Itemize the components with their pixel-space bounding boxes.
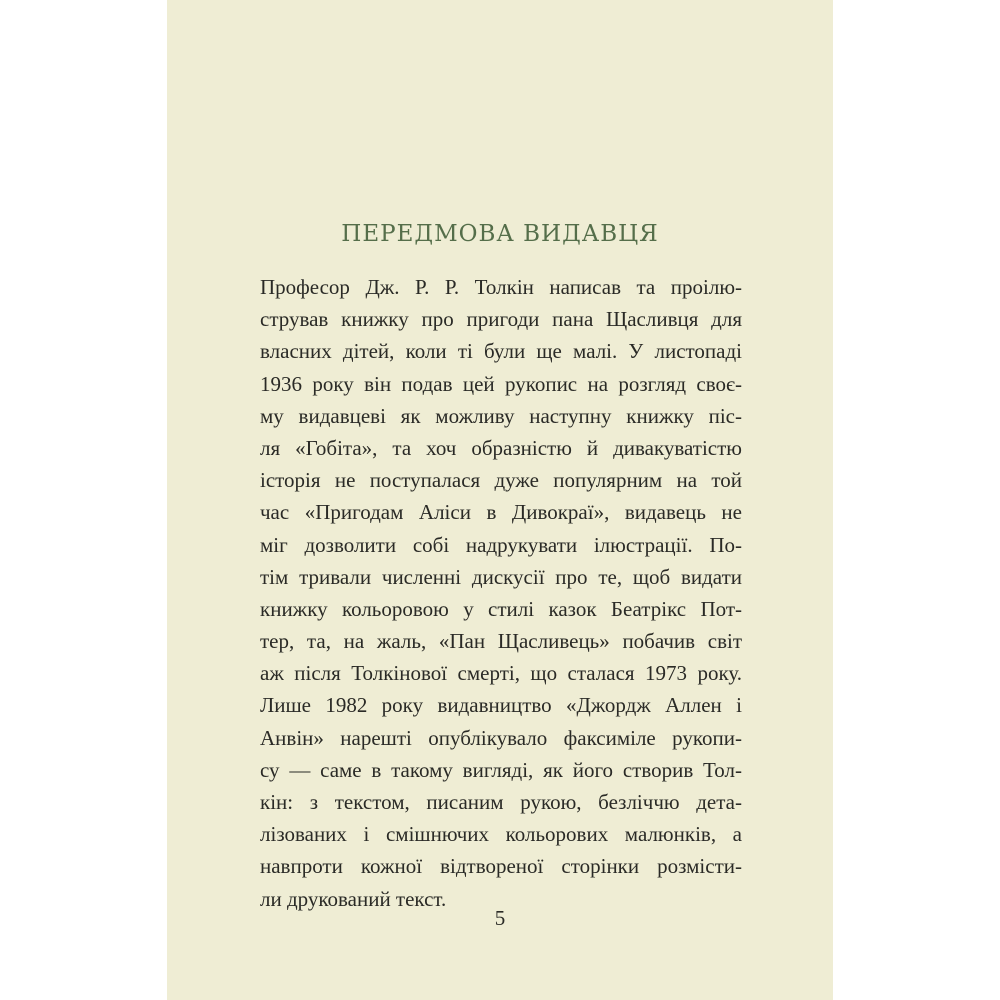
text-line: тер, та, на жаль, «Пан Щасливець» побачив світ: [260, 629, 742, 654]
text-line: ли друкований текст.: [260, 886, 447, 911]
text-line: стрував книжку про пригоди пана Щасливця для: [260, 307, 742, 332]
text-line: лізованих і смішнючих кольорових малюнків, а: [260, 822, 742, 847]
text-line: міг дозволити собі надрукувати ілюстрації. По-: [260, 532, 742, 557]
page-title: ПЕРЕДМОВА ВИДАВЦЯ: [341, 221, 659, 247]
book-page: [167, 0, 833, 1000]
text-line: тім тривали численні дискусії про те, щоб видати: [260, 564, 742, 589]
text-line: історія не поступалася дуже популярним на той: [260, 468, 742, 493]
text-line: ля «Гобіта», та хоч образністю й дивакуватістю: [260, 435, 742, 460]
text-line: Анвін» нарешті опублікувало факсиміле рукопи-: [260, 725, 742, 750]
text-line: Лише 1982 року видавництво «Джордж Аллен і: [260, 693, 742, 718]
text-line: навпроти кожної відтвореної сторінки розмісти-: [260, 854, 742, 879]
text-line: аж після Толкінової смерті, що сталася 1973 року.: [260, 661, 742, 686]
page-number: 5: [494, 906, 506, 930]
text-line: власних дітей, коли ті були ще малі. У листопаді: [260, 339, 742, 364]
text-line: книжку кольоровою у стилі казок Беатрікс Пот-: [260, 596, 742, 621]
text-line: 1936 року він подав цей рукопис на розгляд своє-: [260, 371, 742, 396]
text-line: Професор Дж. Р. Р. Толкін написав та проілю-: [260, 275, 742, 299]
text-line: му видавцеві як можливу наступну книжку піс-: [260, 403, 742, 428]
text-line: кін: з текстом, писаним рукою, безліччю дета-: [260, 790, 742, 814]
text-line: су — саме в такому вигляді, як його створив Тол-: [260, 757, 742, 782]
body-paragraph: [260, 271, 742, 915]
text-line: час «Пригодам Аліси в Дивокраї», видавець не: [260, 500, 742, 525]
